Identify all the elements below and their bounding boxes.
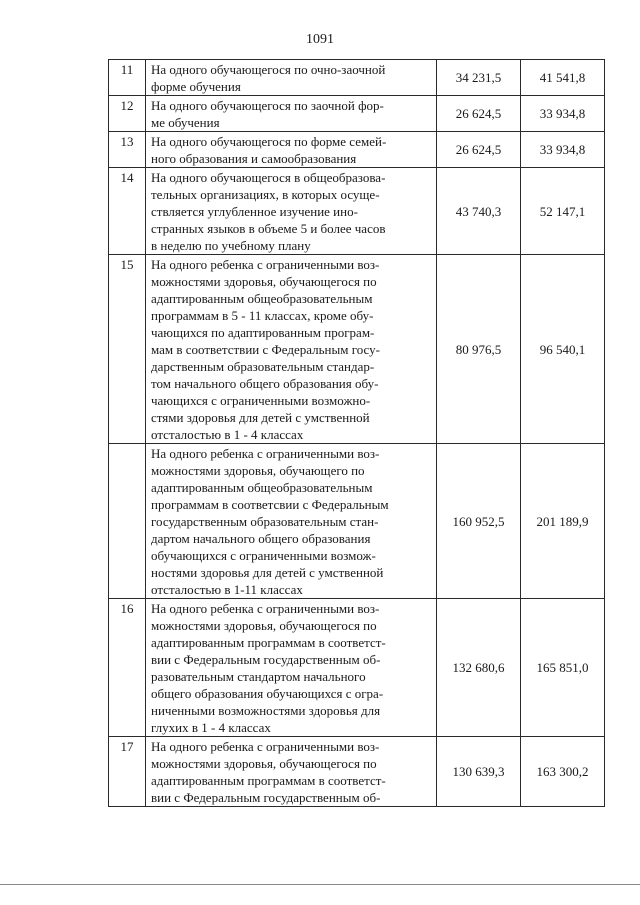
- description-line: стями здоровья для детей с умственной: [151, 410, 370, 425]
- row-value-first: 26 624,5: [437, 132, 521, 168]
- row-number: 11: [109, 60, 146, 96]
- description-line: ме обучения: [151, 115, 220, 130]
- description-line: разовательным стандартом начального: [151, 669, 366, 684]
- row-value-first: 43 740,3: [437, 168, 521, 255]
- row-value-first: 160 952,5: [437, 444, 521, 599]
- description-line: глухих в 1 - 4 классах: [151, 720, 271, 735]
- description-line: На одного ребенка с ограниченными воз-: [151, 257, 380, 272]
- row-number: 15: [109, 255, 146, 444]
- description-line: ного образования и самообразования: [151, 151, 357, 166]
- row-value-first: 34 231,5: [437, 60, 521, 96]
- row-value-second: 33 934,8: [521, 132, 605, 168]
- description-line: вии с Федеральным государственным об-: [151, 652, 381, 667]
- row-description: [146, 60, 437, 96]
- table-row: [109, 737, 605, 807]
- row-value-first: 26 624,5: [437, 96, 521, 132]
- row-description: [146, 737, 437, 807]
- row-description: [146, 132, 437, 168]
- description-line: чающихся по адаптированным програм-: [151, 325, 375, 340]
- row-value-second: 52 147,1: [521, 168, 605, 255]
- row-number: 13: [109, 132, 146, 168]
- description-line: дартом начального общего образования: [151, 531, 371, 546]
- description-line: На одного обучающегося по заочной фор-: [151, 98, 384, 113]
- row-number: 14: [109, 168, 146, 255]
- description-line: ствляется углубленное изучение ино-: [151, 204, 358, 219]
- description-line: отсталостью в 1-11 классах: [151, 582, 303, 597]
- row-description: [146, 255, 437, 444]
- table-row: [109, 599, 605, 737]
- description-line: государственным образовательным стан-: [151, 514, 379, 529]
- page-number: 1091: [306, 32, 334, 47]
- row-number: 12: [109, 96, 146, 132]
- description-line: можностями здоровья, обучающегося по: [151, 618, 377, 633]
- row-value-first: 130 639,3: [437, 737, 521, 807]
- description-line: том начального общего образования обу-: [151, 376, 379, 391]
- row-value-second: 163 300,2: [521, 737, 605, 807]
- description-line: На одного ребенка с ограниченными воз-: [151, 446, 380, 461]
- table-row: [109, 60, 605, 96]
- row-value-second: 33 934,8: [521, 96, 605, 132]
- description-line: программам в 5 - 11 классах, кроме обу-: [151, 308, 374, 323]
- row-value-second: 96 540,1: [521, 255, 605, 444]
- description-line: чающихся с ограниченными возможно-: [151, 393, 371, 408]
- table-row: [109, 132, 605, 168]
- description-line: программам в соответсвии с Федеральным: [151, 497, 389, 512]
- description-line: можностями здоровья, обучающегося по: [151, 756, 377, 771]
- footer-rule: [0, 884, 640, 885]
- table-row: [109, 168, 605, 255]
- row-number: 16: [109, 599, 146, 737]
- description-line: На одного обучающегося в общеобразова-: [151, 170, 386, 185]
- row-value-second: 41 541,8: [521, 60, 605, 96]
- description-line: ностями здоровья для детей с умственной: [151, 565, 384, 580]
- description-line: странных языков в объеме 5 и более часов: [151, 221, 386, 236]
- table-body: [109, 60, 605, 807]
- row-description: [146, 96, 437, 132]
- description-line: мам в соответствии с Федеральным госу-: [151, 342, 380, 357]
- description-line: можностями здоровья, обучающего по: [151, 463, 365, 478]
- row-value-second: 201 189,9: [521, 444, 605, 599]
- description-line: вии с Федеральным государственным об-: [151, 790, 381, 805]
- row-value-second: 165 851,0: [521, 599, 605, 737]
- row-description: [146, 444, 437, 599]
- description-line: обучающихся с ограниченными возмож-: [151, 548, 376, 563]
- row-number: 17: [109, 737, 146, 807]
- description-line: ниченными возможностями здоровья для: [151, 703, 381, 718]
- row-value-first: 132 680,6: [437, 599, 521, 737]
- description-line: в неделю по учебному плану: [151, 238, 311, 253]
- description-line: можностями здоровья, обучающегося по: [151, 274, 377, 289]
- table-row: [109, 96, 605, 132]
- description-line: дарственным образовательным стандар-: [151, 359, 375, 374]
- description-line: общего образования обучающихся с огра-: [151, 686, 384, 701]
- description-line: адаптированным общеобразовательным: [151, 480, 373, 495]
- description-line: На одного обучающегося по очно-заочной: [151, 62, 386, 77]
- row-description: [146, 599, 437, 737]
- description-line: адаптированным общеобразовательным: [151, 291, 373, 306]
- description-line: тельных организациях, в которых осуще-: [151, 187, 380, 202]
- description-line: форме обучения: [151, 79, 241, 94]
- description-line: На одного ребенка с ограниченными воз-: [151, 601, 380, 616]
- description-line: На одного ребенка с ограниченными воз-: [151, 739, 380, 754]
- description-line: адаптированным программам в соответст-: [151, 773, 386, 788]
- table-row: [109, 444, 605, 599]
- description-line: адаптированным программам в соответст-: [151, 635, 386, 650]
- description-line: отсталостью в 1 - 4 классах: [151, 427, 304, 442]
- description-line: На одного обучающегося по форме семей-: [151, 134, 387, 149]
- row-description: [146, 168, 437, 255]
- row-value-first: 80 976,5: [437, 255, 521, 444]
- row-number: [109, 444, 146, 599]
- funding-standards-table: [108, 59, 605, 807]
- table-row: [109, 255, 605, 444]
